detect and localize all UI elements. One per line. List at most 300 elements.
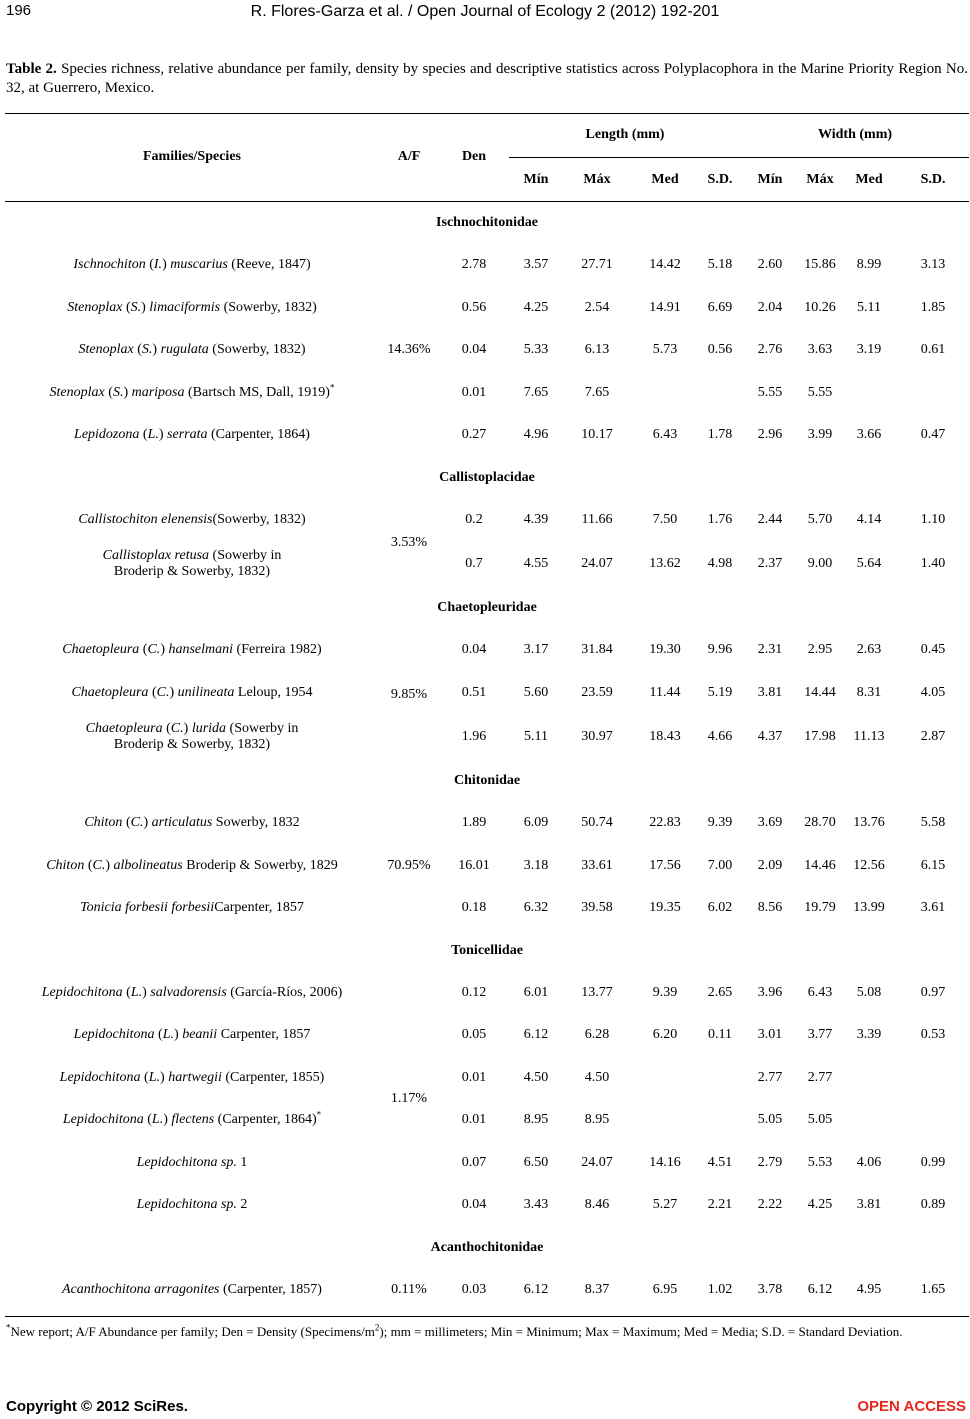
species-name: Lepidochitona (L.) hartwegii (Carpenter, 1855): [59, 1069, 325, 1085]
species-epithet: hartwegii: [168, 1069, 222, 1085]
cell-wid-sd: 0.99: [920, 1154, 946, 1170]
cell-len-max: 8.37: [584, 1281, 610, 1297]
species-genus: Chiton: [46, 857, 85, 873]
cell-wid-med: 3.19: [856, 342, 882, 358]
species-genus: Chaetopleura: [85, 721, 163, 736]
family-name: Callistoplacidae: [439, 469, 535, 485]
cell-wid-min: 2.76: [757, 342, 783, 358]
cell-len-sd: 9.39: [707, 815, 733, 831]
cell-wid-med: 3.66: [856, 427, 882, 443]
cell-wid-sd: 0.53: [920, 1027, 946, 1043]
cell-len-min: 3.17: [523, 642, 549, 658]
header-den: Den: [439, 113, 509, 202]
cell-wid-max: 3.63: [807, 342, 833, 358]
cell-wid-max: 10.26: [804, 299, 836, 315]
table-footnote: [6, 1322, 968, 1341]
cell-wid-med: [841, 1099, 897, 1142]
cell-len-max: 10.17: [581, 427, 613, 443]
species-subgenus: I.: [153, 257, 163, 273]
footnote-text-before: New report; A/F Abundance per family; Den = Density (Specimens/m: [10, 1324, 375, 1339]
cell-wid-min: 2.44: [757, 511, 783, 527]
cell-len-sd: [699, 1057, 741, 1100]
cell-len-min: 4.25: [523, 299, 549, 315]
species-authority: Leloup, 1954: [237, 684, 313, 700]
cell-len-med: 19.35: [649, 900, 681, 916]
species-authority: (Carpenter, 1864): [210, 427, 310, 443]
species-epithet: limaciformis: [149, 299, 221, 315]
cell-len-max: 6.13: [584, 342, 610, 358]
cell-wid-sd: [897, 1057, 969, 1100]
cell-wid-max: 28.70: [804, 815, 836, 831]
cell-den: 16.01: [458, 857, 490, 873]
cell-len-max: 24.07: [581, 556, 613, 571]
cell-len-sd: 4.98: [707, 556, 733, 571]
species-genus: Lepidochitona: [62, 1112, 144, 1128]
cell-wid-min: 2.09: [757, 857, 783, 873]
cell-len-min: 6.12: [523, 1281, 549, 1297]
species-authority: 1: [236, 1154, 248, 1170]
cell-wid-min: 3.01: [757, 1027, 783, 1043]
header-length-med: Med: [631, 158, 699, 202]
species-name: Stenoplax (S.) limaciformis (Sowerby, 1832): [67, 299, 317, 315]
cell-wid-max: 5.05: [807, 1112, 833, 1128]
species-row: [5, 802, 969, 845]
cell-len-min: 5.11: [524, 729, 548, 744]
cell-len-min: 4.55: [523, 556, 549, 571]
species-row: [5, 1269, 969, 1312]
cell-wid-sd: 4.05: [920, 684, 946, 700]
cell-len-med: 14.16: [649, 1154, 681, 1170]
cell-den: 0.12: [461, 984, 487, 1000]
cell-len-sd: 6.69: [707, 299, 733, 315]
cell-wid-sd: 1.10: [920, 511, 946, 527]
species-epithet: lurida: [191, 721, 227, 736]
cell-len-med: 11.44: [649, 684, 681, 700]
cell-wid-max: 6.43: [807, 984, 833, 1000]
species-name: Lepidochitona (L.) flectens (Carpenter, 1864)*: [62, 1109, 322, 1128]
cell-wid-sd: [897, 1099, 969, 1142]
cell-wid-med: 2.63: [856, 642, 882, 658]
species-genus: Ischnochiton: [73, 257, 146, 273]
cell-wid-max: 14.46: [804, 857, 836, 873]
table-bottom-rule: [5, 1316, 969, 1317]
cell-wid-med: [841, 372, 897, 415]
species-table: [5, 113, 969, 1311]
cell-len-sd: 7.00: [707, 857, 733, 873]
cell-wid-med: 5.11: [857, 299, 881, 315]
cell-len-max: 8.46: [584, 1197, 610, 1213]
cell-wid-min: 3.69: [757, 815, 783, 831]
species-name: Chaetopleura (C.) hanselmani (Ferreira 1982): [62, 642, 322, 658]
cell-wid-max: 5.70: [807, 511, 833, 527]
species-row: [5, 1184, 969, 1227]
species-name: Chaetopleura (C.) lurida (Sowerby in Broderip & Sowerby, 1832): [85, 721, 299, 752]
new-report-marker: *: [329, 382, 335, 393]
cell-len-min: 5.33: [523, 342, 549, 358]
footnote-text-after: ); mm = millimeters; Min = Minimum; Max = Maximum; Med = Media; S.D. = Standard Deviation.: [379, 1324, 903, 1339]
cell-len-med: 6.95: [652, 1281, 678, 1297]
cell-wid-max: 14.44: [804, 684, 836, 700]
cell-len-sd: 9.96: [707, 642, 733, 658]
cell-den: 0.7: [465, 556, 483, 571]
cell-den: 0.01: [461, 384, 487, 400]
cell-len-med: 13.62: [649, 556, 681, 571]
header-width-max: Máx: [799, 158, 841, 202]
family-abundance: 1.17%: [390, 1091, 428, 1106]
species-row: [5, 287, 969, 330]
cell-wid-sd: 0.45: [920, 642, 946, 658]
cell-wid-sd: 3.13: [920, 257, 946, 273]
cell-wid-med: [841, 1057, 897, 1100]
cell-den: 0.01: [461, 1069, 487, 1085]
cell-wid-sd: 0.89: [920, 1197, 946, 1213]
species-epithet: unilineata: [177, 684, 235, 700]
cell-len-min: 3.18: [523, 857, 549, 873]
cell-wid-max: 2.77: [807, 1069, 833, 1085]
species-genus: Tonicia forbesii forbesii: [80, 900, 215, 916]
cell-len-min: 6.50: [523, 1154, 549, 1170]
cell-wid-med: 8.31: [856, 684, 882, 700]
species-row: [5, 329, 969, 372]
cell-len-med: 19.30: [649, 642, 681, 658]
species-genus: Lepidozona: [74, 427, 140, 443]
cell-len-max: 6.28: [584, 1027, 610, 1043]
species-row: [5, 672, 969, 715]
species-authority: (Sowerby in: [229, 721, 299, 736]
species-subgenus: L.: [151, 1112, 164, 1128]
caption-text: Species richness, relative abundance per family, density by species and descriptive statistics across Polyplacophora in the Marine Priority Region No. 32, at Guerrero, Mexico.: [6, 61, 968, 96]
cell-len-med: 6.20: [652, 1027, 678, 1043]
species-authority: (Ferreira 1982): [236, 642, 322, 658]
species-subgenus: C.: [130, 815, 144, 831]
header-length-min: Mín: [509, 158, 563, 202]
cell-wid-sd: 0.97: [920, 984, 946, 1000]
species-authority: (Sowerby, 1832): [223, 299, 317, 315]
species-subgenus: C.: [92, 857, 106, 873]
cell-len-max: 4.50: [584, 1069, 610, 1085]
cell-wid-med: 13.76: [853, 815, 885, 831]
species-row: [5, 1057, 969, 1100]
cell-len-med: 14.42: [649, 257, 681, 273]
species-subgenus: S.: [130, 299, 142, 315]
header-width-sd: S.D.: [897, 158, 969, 202]
cell-len-med: 18.43: [649, 729, 681, 744]
copyright-notice: Copyright © 2012 SciRes.: [6, 1398, 188, 1415]
cell-len-med: 14.91: [649, 299, 681, 315]
cell-len-med: 17.56: [649, 857, 681, 873]
cell-den: 2.78: [461, 257, 487, 273]
species-row: [5, 372, 969, 415]
species-genus: Stenoplax: [67, 299, 123, 315]
cell-wid-min: 2.31: [757, 642, 783, 658]
species-subgenus: L.: [130, 984, 143, 1000]
cell-wid-max: 15.86: [804, 257, 836, 273]
cell-wid-min: 4.37: [757, 729, 783, 744]
species-epithet: mariposa: [131, 384, 185, 400]
cell-wid-min: 3.96: [757, 984, 783, 1000]
cell-len-sd: 0.56: [707, 342, 733, 358]
cell-len-max: 31.84: [581, 642, 613, 658]
cell-den: 0.07: [461, 1154, 487, 1170]
cell-wid-min: 2.22: [757, 1197, 783, 1213]
cell-len-min: 4.50: [523, 1069, 549, 1085]
species-epithet: hanselmani: [168, 642, 234, 658]
cell-wid-min: 8.56: [757, 900, 783, 916]
cell-den: 0.04: [461, 642, 487, 658]
cell-wid-max: 19.79: [804, 900, 836, 916]
cell-wid-min: 2.77: [757, 1069, 783, 1085]
species-genus: Lepidochitona sp.: [136, 1197, 237, 1213]
cell-wid-med: 3.39: [856, 1027, 882, 1043]
species-authority: 2: [236, 1197, 248, 1213]
family-name: Chaetopleuridae: [437, 600, 537, 615]
species-authority: (Carpenter, 1855): [225, 1069, 325, 1085]
header-length-max: Máx: [563, 158, 631, 202]
cell-wid-sd: 1.65: [920, 1281, 946, 1297]
species-epithet: flectens: [171, 1112, 215, 1128]
species-authority-line2: Broderip & Sowerby, 1832): [113, 737, 271, 752]
table-label: Table 2.: [6, 61, 57, 77]
species-epithet: salvadorensis: [150, 984, 227, 1000]
species-name: Chiton (C.) albolineatus Broderip & Sowerby, 1829: [46, 857, 338, 873]
species-authority: (García-Ríos, 2006): [230, 984, 343, 1000]
cell-len-min: 7.65: [523, 384, 549, 400]
cell-len-max: 27.71: [581, 257, 613, 273]
species-genus: Chaetopleura: [71, 684, 149, 700]
header-length: Length (mm): [509, 113, 741, 158]
cell-wid-sd: 6.15: [920, 857, 946, 873]
species-subgenus: S.: [141, 342, 153, 358]
cell-wid-min: 2.37: [757, 556, 783, 571]
species-row: [5, 541, 969, 587]
species-row: [5, 414, 969, 457]
family-abundance: 3.53%: [390, 534, 428, 550]
species-row: [5, 1142, 969, 1185]
species-name: [5, 541, 379, 587]
family-row: [5, 1227, 969, 1269]
species-genus: Lepidochitona sp.: [136, 1154, 237, 1170]
cell-wid-max: 5.55: [807, 384, 833, 400]
species-name: Chiton (C.) articulatus Sowerby, 1832: [84, 815, 300, 831]
cell-len-med: 5.27: [652, 1197, 678, 1213]
open-access-label: OPEN ACCESS: [857, 1398, 966, 1415]
species-row: [5, 1099, 969, 1142]
cell-wid-min: 2.60: [757, 257, 783, 273]
family-row: [5, 930, 969, 972]
cell-wid-sd: 5.58: [920, 815, 946, 831]
cell-den: 0.01: [461, 1112, 487, 1128]
family-abundance: 9.85%: [390, 686, 428, 702]
cell-len-min: 4.39: [523, 511, 549, 527]
cell-len-med: [631, 372, 699, 415]
species-authority: (Sowerby in: [209, 548, 282, 563]
page-number: 196: [6, 2, 32, 19]
cell-len-max: 11.66: [581, 511, 613, 527]
cell-len-sd: 5.19: [707, 684, 733, 700]
cell-wid-max: 5.53: [807, 1154, 833, 1170]
species-name: Stenoplax (S.) mariposa (Bartsch MS, Dall, 1919)*: [49, 382, 335, 400]
cell-len-sd: 0.11: [708, 1027, 732, 1043]
table-body: [5, 202, 969, 1312]
species-genus: Chaetopleura: [62, 642, 140, 658]
cell-den: 0.18: [461, 900, 487, 916]
header-length-sd: S.D.: [699, 158, 741, 202]
cell-len-sd: 1.02: [707, 1281, 733, 1297]
species-name: Lepidochitona (L.) beanii Carpenter, 1857: [73, 1027, 311, 1043]
cell-den: 0.05: [461, 1027, 487, 1043]
cell-len-max: 8.95: [584, 1112, 610, 1128]
cell-den: 0.51: [461, 684, 487, 700]
species-genus: Acanthochitona arragonites: [62, 1281, 220, 1297]
species-row: [5, 845, 969, 888]
cell-wid-sd: 0.47: [920, 427, 946, 443]
species-authority: (Bartsch MS, Dall, 1919): [188, 384, 330, 400]
new-report-marker: *: [316, 1109, 322, 1120]
cell-len-min: 6.01: [523, 984, 549, 1000]
species-authority: Carpenter, 1857: [214, 900, 304, 916]
species-authority: (Sowerby, 1832): [212, 511, 306, 527]
species-subgenus: L.: [148, 1069, 161, 1085]
species-epithet: albolineatus: [113, 857, 183, 873]
cell-len-max: 2.54: [584, 299, 610, 315]
cell-wid-min: 5.55: [757, 384, 783, 400]
family-row: [5, 202, 969, 245]
species-row: [5, 499, 969, 542]
cell-den: 1.89: [461, 815, 487, 831]
species-genus: Stenoplax: [49, 384, 105, 400]
cell-len-med: 22.83: [649, 815, 681, 831]
cell-wid-sd: 2.87: [920, 729, 946, 744]
species-genus: Lepidochitona: [59, 1069, 141, 1085]
family-abundance: 70.95%: [387, 857, 431, 873]
species-genus: Callistochiton elenensis: [78, 511, 213, 527]
species-genus: Lepidochitona: [73, 1027, 155, 1043]
species-subgenus: C.: [147, 642, 161, 658]
species-genus: Stenoplax: [78, 342, 134, 358]
cell-len-max: 7.65: [584, 384, 610, 400]
species-epithet: serrata: [167, 427, 208, 443]
species-name: [5, 1269, 379, 1312]
species-row: [5, 1014, 969, 1057]
cell-len-max: 13.77: [581, 984, 613, 1000]
cell-den: 0.56: [461, 299, 487, 315]
cell-wid-min: 2.96: [757, 427, 783, 443]
cell-wid-med: 12.56: [853, 857, 885, 873]
cell-len-med: 6.43: [652, 427, 678, 443]
family-row: [5, 587, 969, 629]
species-row: [5, 629, 969, 672]
cell-len-sd: 2.21: [707, 1197, 733, 1213]
species-subgenus: L.: [147, 427, 159, 443]
cell-wid-sd: 0.61: [920, 342, 946, 358]
cell-wid-max: 17.98: [804, 729, 836, 744]
header-width: Width (mm): [741, 113, 969, 158]
cell-len-min: 3.43: [523, 1197, 549, 1213]
footnote-superscript: 2: [374, 1322, 380, 1333]
family-abundance: 0.11%: [391, 1281, 427, 1297]
header-width-min: Mín: [741, 158, 799, 202]
species-name: [5, 887, 379, 930]
table-caption: [6, 60, 968, 98]
species-subgenus: C.: [156, 684, 170, 700]
cell-den: 0.2: [465, 511, 483, 527]
family-name: Acanthochitonidae: [430, 1239, 544, 1255]
cell-den: 0.04: [461, 1197, 487, 1213]
cell-den: 1.96: [461, 729, 487, 744]
species-epithet: muscarius: [170, 257, 228, 273]
species-genus: Callistoplax retusa: [102, 548, 210, 563]
cell-len-min: 6.32: [523, 900, 549, 916]
cell-den: 0.27: [461, 427, 487, 443]
cell-len-min: 5.60: [523, 684, 549, 700]
species-name: Lepidozona (L.) serrata (Carpenter, 1864): [74, 427, 310, 443]
species-authority: (Reeve, 1847): [231, 257, 311, 273]
cell-wid-max: 6.12: [807, 1281, 833, 1297]
header-af: A/F: [379, 113, 439, 202]
running-head: R. Flores-Garza et al. / Open Journal of Ecology 2 (2012) 192-201: [250, 3, 720, 20]
cell-den: 0.04: [461, 342, 487, 358]
cell-wid-med: 3.81: [856, 1197, 882, 1213]
cell-len-max: 39.58: [581, 900, 613, 916]
footnote-marker: *: [6, 1322, 11, 1333]
cell-len-max: 50.74: [581, 815, 613, 831]
species-row: [5, 244, 969, 287]
cell-wid-max: 4.25: [807, 1197, 833, 1213]
species-row: [5, 714, 969, 760]
cell-len-min: 3.57: [523, 257, 549, 273]
cell-wid-min: 2.04: [757, 299, 783, 315]
cell-len-max: 33.61: [581, 857, 613, 873]
cell-len-sd: 4.51: [707, 1154, 733, 1170]
cell-wid-med: 4.95: [856, 1281, 882, 1297]
species-authority: (Carpenter, 1857): [219, 1281, 322, 1297]
cell-wid-med: 4.06: [856, 1154, 882, 1170]
species-row: [5, 887, 969, 930]
cell-wid-max: 3.77: [807, 1027, 833, 1043]
family-abundance: 14.36%: [387, 342, 431, 358]
cell-len-sd: 2.65: [707, 984, 733, 1000]
family-row: [5, 457, 969, 499]
cell-len-min: 6.09: [523, 815, 549, 831]
cell-len-sd: 1.78: [707, 427, 733, 443]
species-name: Lepidochitona (L.) salvadorensis (García-Ríos, 2006): [41, 984, 343, 1000]
species-subgenus: S.: [112, 384, 124, 400]
species-genus: Lepidochitona: [41, 984, 123, 1000]
species-authority-line2: Broderip & Sowerby, 1832): [113, 564, 271, 579]
species-authority: (Sowerby, 1832): [212, 342, 306, 358]
family-name: Ischnochitonidae: [436, 215, 538, 230]
cell-wid-min: 5.05: [757, 1112, 783, 1128]
cell-len-med: 5.73: [652, 342, 678, 358]
species-subgenus: L.: [162, 1027, 175, 1043]
cell-len-sd: 6.02: [707, 900, 733, 916]
species-authority: (Carpenter, 1864): [217, 1112, 317, 1128]
cell-wid-med: 5.08: [856, 984, 882, 1000]
cell-len-min: 4.96: [523, 427, 549, 443]
cell-wid-max: 9.00: [807, 556, 833, 571]
cell-wid-max: 3.99: [807, 427, 833, 443]
species-subgenus: C.: [170, 721, 184, 736]
cell-wid-min: 2.79: [757, 1154, 783, 1170]
species-authority: Broderip & Sowerby, 1829: [186, 857, 338, 873]
species-name: [5, 1184, 379, 1227]
family-name: Chitonidae: [453, 773, 521, 788]
cell-len-sd: 1.76: [707, 511, 733, 527]
species-genus: Chiton: [84, 815, 123, 831]
family-row: [5, 760, 969, 802]
species-row: [5, 972, 969, 1015]
cell-len-med: 7.50: [652, 511, 678, 527]
